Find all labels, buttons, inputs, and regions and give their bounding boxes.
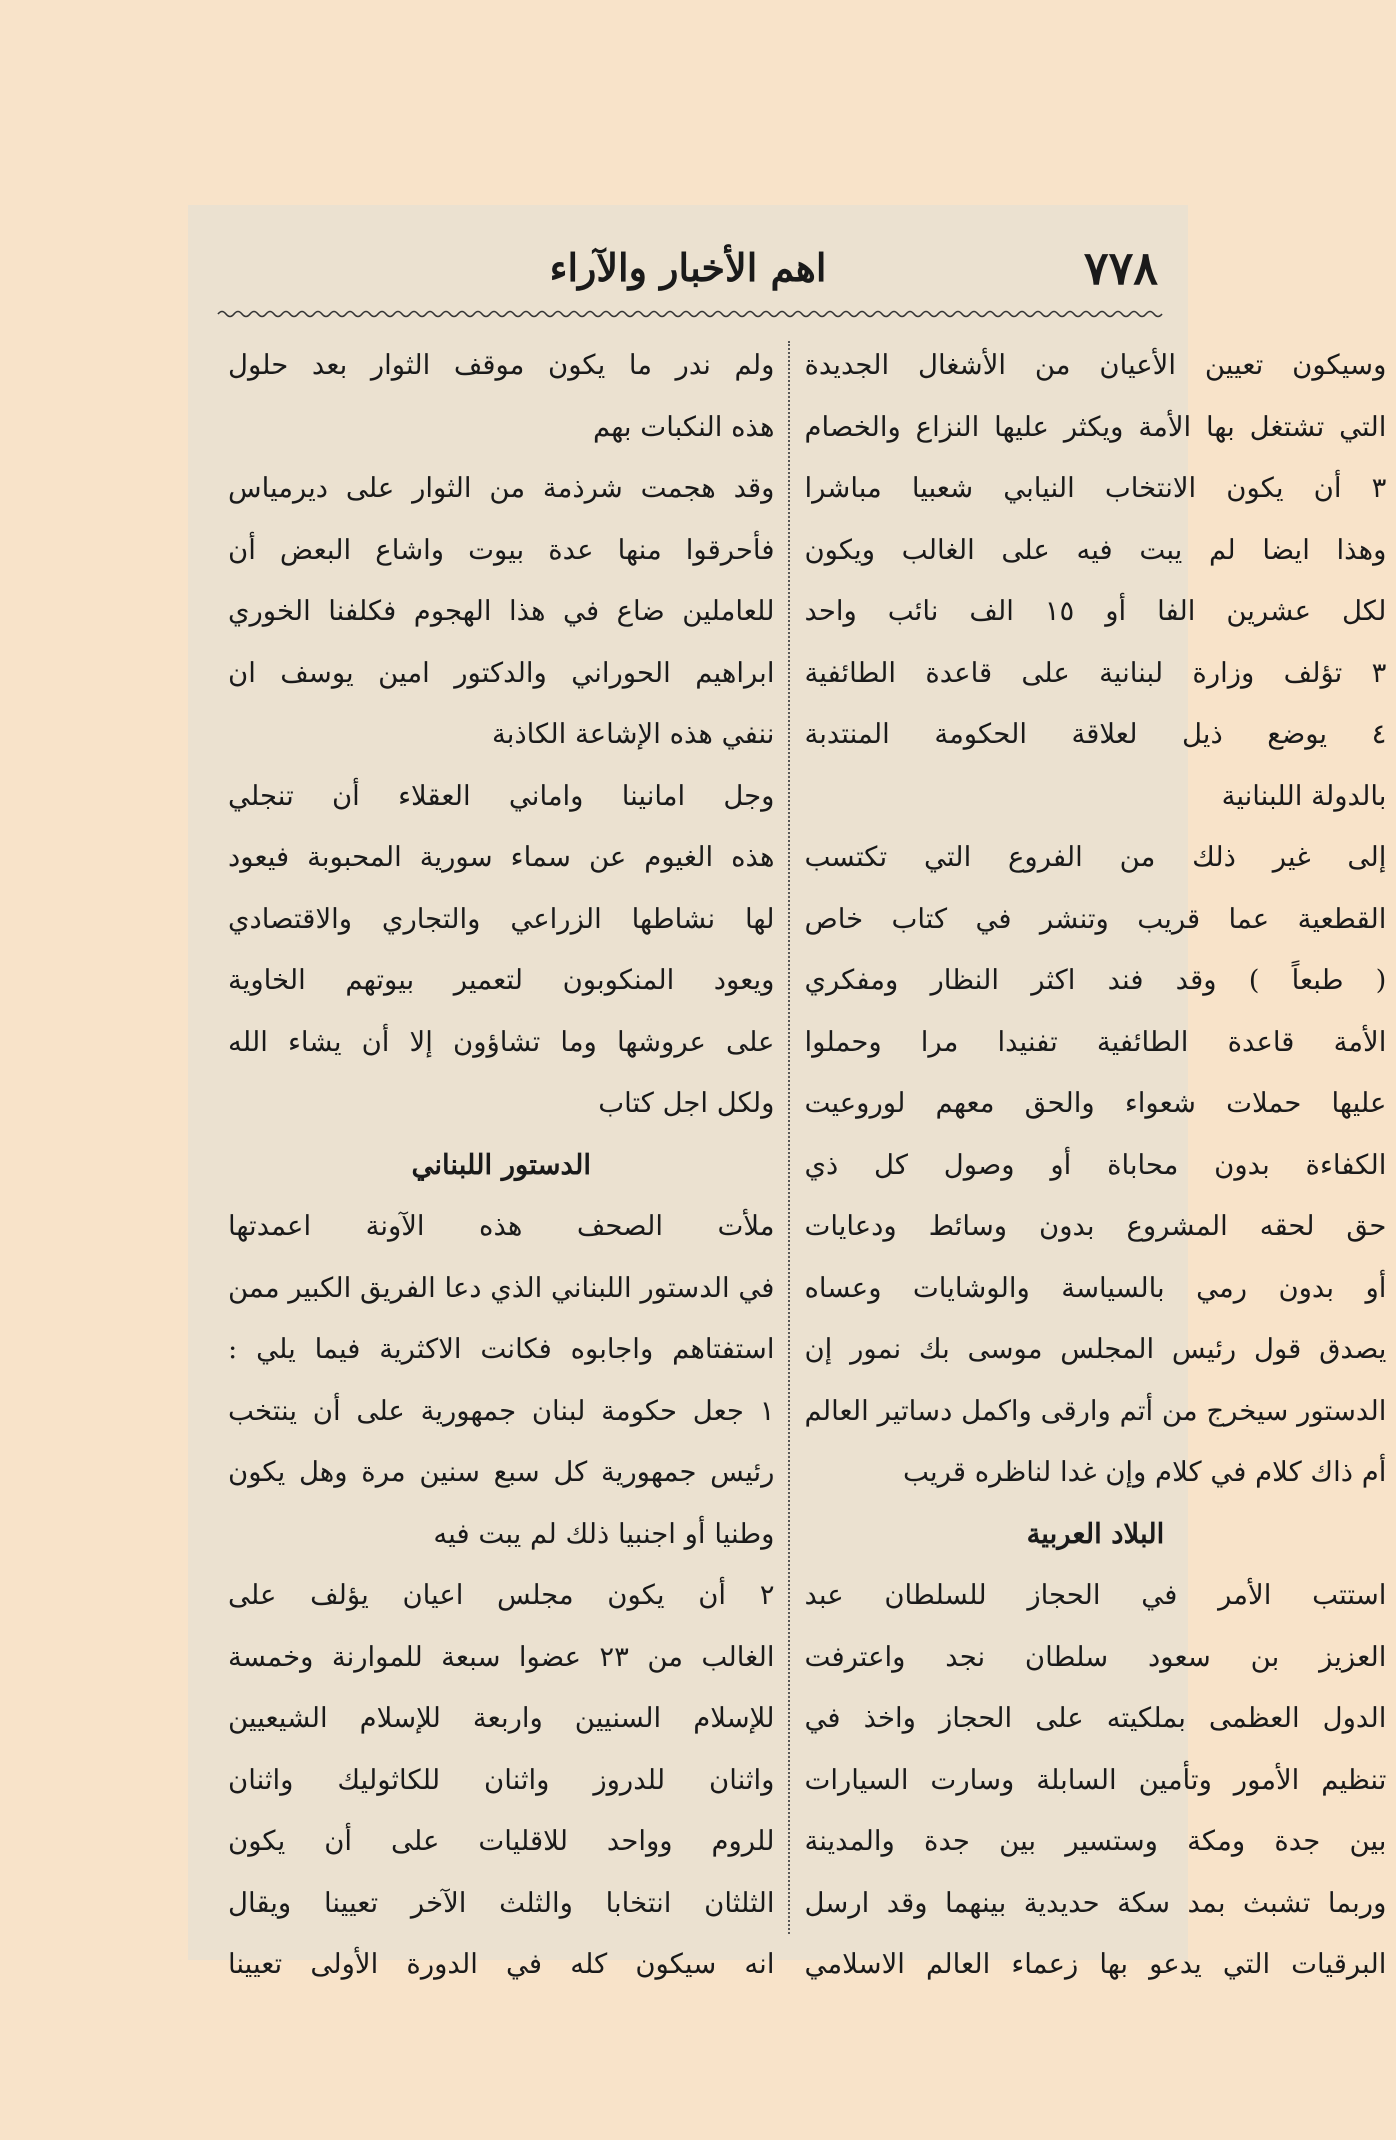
text-line: استتب الأمر في الحجاز للسلطان عبد [804,1579,1387,1611]
text-line: ٤ يوضع ذيل لعلاقة الحكومة المنتدبة [804,718,1387,750]
text-line: الغالب من ٢٣ عضوا سبعة للموارنة وخمسة [228,1640,775,1673]
page-header [218,233,1158,303]
text-line: أم ذاك كلام في كلام وإن غدا لناظره قريب [903,1456,1387,1488]
text-line: ويعود المنكوبون لتعمير بيوتهم الخاوية [228,964,775,996]
text-line: القطعية عما قريب وتنشر في كتاب خاص [804,902,1387,935]
two-column-body [218,335,1387,1980]
text-line: إلى غير ذلك من الفروع التي تكتسب [804,841,1387,873]
section-heading: البلاد العربية [1026,1517,1165,1550]
text-line: في الدستور اللبناني الذي دعا الفريق الكبير ممن [228,1271,775,1304]
text-line: التي تشتغل بها الأمة ويكثر عليها النزاع والخصام [804,410,1387,443]
text-line: ملأت الصحف هذه الآونة اعمدتها [228,1210,775,1242]
text-line: فأحرقوا منها عدة بيوت واشاع البعض أن [228,533,775,566]
text-line: ١ جعل حكومة لبنان جمهورية على أن ينتخب [228,1394,775,1427]
text-line: رئيس جمهورية كل سبع سنين مرة وهل يكون [228,1456,775,1488]
text-line: أو بدون رمي بالسياسة والوشايات وعساه [804,1271,1387,1304]
text-line: تنظيم الأمور وتأمين السابلة وسارت السيارات [804,1763,1387,1796]
text-line: ننفي هذه الإشاعة الكاذبة [491,718,775,750]
text-line: وطنيا أو اجنبيا ذلك لم يبت فيه [433,1517,775,1550]
text-line: حق لحقه المشروع بدون وسائط ودعايات [804,1210,1387,1242]
text-line: وهذا ايضا لم يبت فيه على الغالب ويكون [804,533,1387,566]
section-heading: الدستور اللبناني [411,1148,591,1181]
column-divider [788,341,790,1934]
text-line: استفتاهم واجابوه فكانت الاكثرية فيما يلي : [228,1333,775,1365]
text-line: بين جدة ومكة وستسير بين جدة والمدينة [804,1825,1387,1857]
text-line: يصدق قول رئيس المجلس موسى بك نمور إن [804,1333,1387,1365]
text-line: هذه الغيوم عن سماء سورية المحبوبة فيعود [228,841,775,873]
text-line: وجل امانينا واماني العقلاء أن تنجلي [228,779,775,812]
right-column [218,335,784,1980]
text-line: واثنان للدروز واثنان للكاثوليك واثنان [228,1763,775,1796]
text-line: الأمة قاعدة الطائفية تفنيدا مرا وحملوا [804,1025,1387,1058]
left-column [794,335,1396,1980]
text-line: عليها حملات شعواء والحق معهم لوروعيت [804,1087,1387,1119]
text-line: ولكل اجل كتاب [598,1087,775,1119]
running-title: اهم الأخبار والآراء [549,245,827,290]
text-line: للإسلام السنيين واربعة للإسلام الشيعيين [228,1702,775,1734]
text-line: الثلثان انتخابا والثلث الآخر تعيينا ويقال [228,1886,775,1919]
text-line: ٣ تؤلف وزارة لبنانية على قاعدة الطائفية [804,656,1387,689]
text-line: وقد هجمت شرذمة من الثوار على ديرمياس [228,472,775,504]
text-line: بالدولة اللبنانية [1221,779,1387,812]
text-line: وسيكون تعيين الأعيان من الأشغال الجديدة [804,349,1387,381]
text-line: الكفاءة بدون محاباة أو وصول كل ذي [804,1148,1387,1181]
text-line: ابراهيم الحوراني والدكتور امين يوسف ان [228,656,775,689]
text-line: للعاملين ضاع في هذا الهجوم فكلفنا الخوري [228,595,775,627]
text-line: الدول العظمى بملكيته على الحجاز واخذ في [804,1702,1387,1734]
wavy-rule-divider [218,307,1158,321]
text-line: انه سيكون كله في الدورة الأولى تعيينا [228,1948,775,1980]
text-line: ٢ أن يكون مجلس اعيان يؤلف على [228,1579,775,1611]
text-line: هذه النكبات بهم [592,410,775,443]
text-line: للروم وواحد للاقليات على أن يكون [228,1825,775,1857]
book-page [188,205,1387,1980]
text-line: على عروشها وما تشاؤون إلا أن يشاء الله [228,1025,775,1058]
text-line: وربما تشبث بمد سكة حديدية بينهما وقد ارسل [804,1886,1387,1919]
text-line: العزيز بن سعود سلطان نجد واعترفت [804,1640,1387,1673]
text-line: ولم ندر ما يكون موقف الثوار بعد حلول [228,349,775,381]
text-line: ٣ أن يكون الانتخاب النيابي شعبيا مباشرا [804,472,1387,504]
text-line: لكل عشرين الفا أو ١٥ الف نائب واحد [804,595,1387,627]
text-line: البرقيات التي يدعو بها زعماء العالم الاسلامي [804,1948,1387,1980]
text-line: ( طبعاً ) وقد فند اكثر النظار ومفكري [804,964,1387,996]
page-number: ٧٧٨ [1083,241,1158,295]
text-line: الدستور سيخرج من أتم وارقى واكمل دساتير العالم [804,1394,1387,1427]
text-line: لها نشاطها الزراعي والتجاري والاقتصادي [228,902,775,935]
